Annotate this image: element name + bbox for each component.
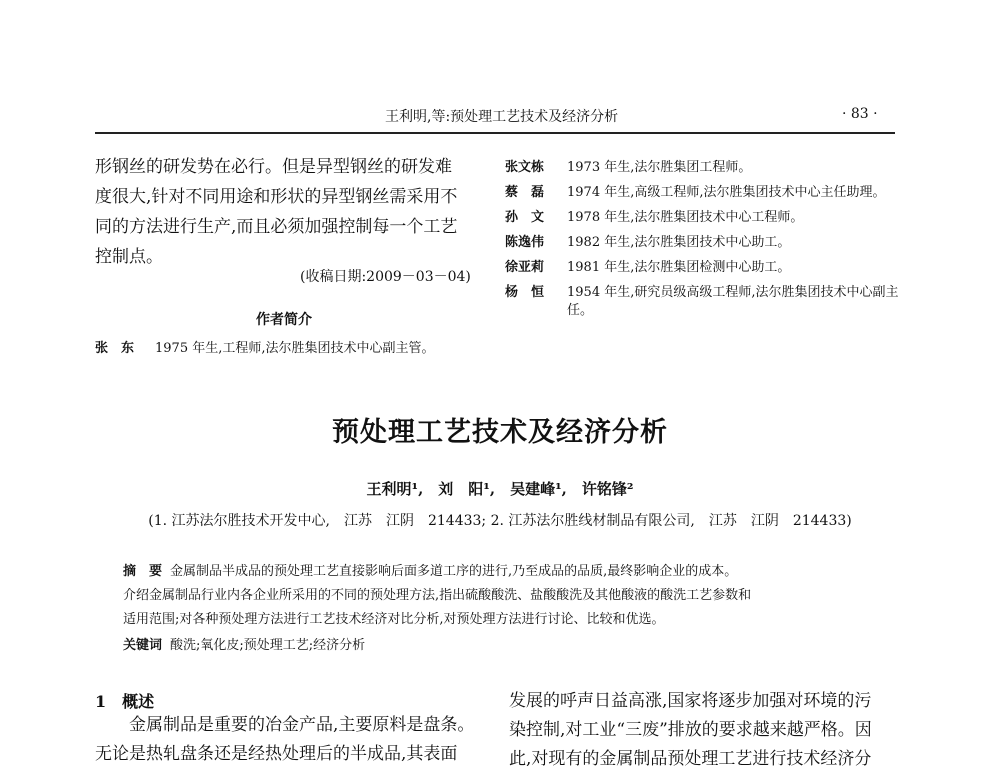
article-authors: 王利明¹, 刘 阳¹, 吴建峰¹, 许铭锋² <box>366 480 634 498</box>
bio-text: 1978 年生,法尔胜集团技术中心工程师。 <box>567 210 804 225</box>
abstract-label: 摘 要 <box>123 564 163 579</box>
received-date: (收稿日期:2009－03－04) <box>300 269 471 285</box>
bio-text: 1954 年生,研究员级高级工程师,法尔胜集团技术中心副主任。 <box>567 285 899 318</box>
text-line: 同的方法进行生产,而且必须加强控制每一个工艺 <box>95 217 458 237</box>
text-line: 此,对现有的金属制品预处理工艺进行技术经济分 <box>509 749 872 769</box>
prev-article-text <box>95 152 485 272</box>
text-line: 控制点。 <box>95 247 163 267</box>
bio-text: 1982 年生,法尔胜集团技术中心助工。 <box>567 235 791 250</box>
abstract-text: 金属制品半成品的预处理工艺直接影响后面多道工序的进行,乃至成品的品质,最终影响企业的成本。 <box>170 564 738 579</box>
author-bio-left <box>95 337 434 356</box>
keywords-text: 酸洗;氧化皮;预处理工艺;经济分析 <box>170 638 366 653</box>
header-rule <box>95 132 895 134</box>
keywords <box>123 634 365 653</box>
running-header-title: 王利明,等:预处理工艺技术及经济分析 <box>385 109 619 125</box>
abstract-line <box>123 560 893 584</box>
bio-name: 蔡 磊 <box>505 185 545 200</box>
bio-name: 徐亚莉 <box>505 260 545 275</box>
bio-name: 孙 文 <box>505 210 545 225</box>
bio-entry <box>505 234 900 252</box>
body-text-left <box>95 711 487 769</box>
abstract-line: 介绍金属制品行业内各企业所采用的不同的预处理方法,指出硫酸酸洗、盐酸酸洗及其他酸液的酸洗工艺参数和 <box>123 588 752 603</box>
text-line: 发展的呼声日益高涨,国家将逐步加强对环境的污 <box>509 691 872 711</box>
text-line: 度很大,针对不同用途和形状的异型钢丝需采用不 <box>95 187 458 207</box>
bio-entry <box>505 209 900 227</box>
abstract-line: 适用范围;对各种预处理方法进行工艺技术经济对比分析,对预处理方法进行讨论、比较和优选。 <box>123 612 665 627</box>
text-line: 染控制,对工业“三废”排放的要求越来越严格。因 <box>509 720 872 740</box>
keywords-label: 关键词 <box>123 638 163 653</box>
bio-text: 1981 年生,法尔胜集团检测中心助工。 <box>567 260 791 275</box>
text-line: 金属制品是重要的冶金产品,主要原料是盘条。 <box>95 715 475 735</box>
text-line: 无论是热轧盘条还是经热处理后的半成品,其表面 <box>95 744 458 764</box>
author-bio-heading: 作者简介 <box>256 312 312 328</box>
bio-entry <box>505 184 900 202</box>
bio-name: 张文栋 <box>505 160 545 175</box>
text-line: 形钢丝的研发势在必行。但是异型钢丝的研发难 <box>95 157 452 177</box>
bio-entry <box>505 284 900 320</box>
bio-name: 张 东 <box>95 341 135 356</box>
article-affiliations: (1. 江苏法尔胜技术开发中心, 江苏 江阴 214433; 2. 江苏法尔胜线材制品有限公司, 江苏 江阴 214433) <box>148 513 852 529</box>
body-text-right <box>509 687 899 774</box>
bio-entry <box>505 259 900 277</box>
abstract <box>123 560 893 632</box>
bio-entry <box>505 159 900 177</box>
bio-text: 1975 年生,工程师,法尔胜集团技术中心副主管。 <box>155 341 435 356</box>
section-heading: 1 概述 <box>95 692 155 711</box>
article-title: 预处理工艺技术及经济分析 <box>332 417 668 448</box>
page-number: · 83 · <box>842 106 878 122</box>
bio-text: 1974 年生,高级工程师,法尔胜集团技术中心主任助理。 <box>567 185 886 200</box>
bio-name: 陈逸伟 <box>505 235 545 250</box>
bio-name: 杨 恒 <box>505 285 545 300</box>
author-bio-list <box>505 159 900 327</box>
bio-text: 1973 年生,法尔胜集团工程师。 <box>567 160 752 175</box>
